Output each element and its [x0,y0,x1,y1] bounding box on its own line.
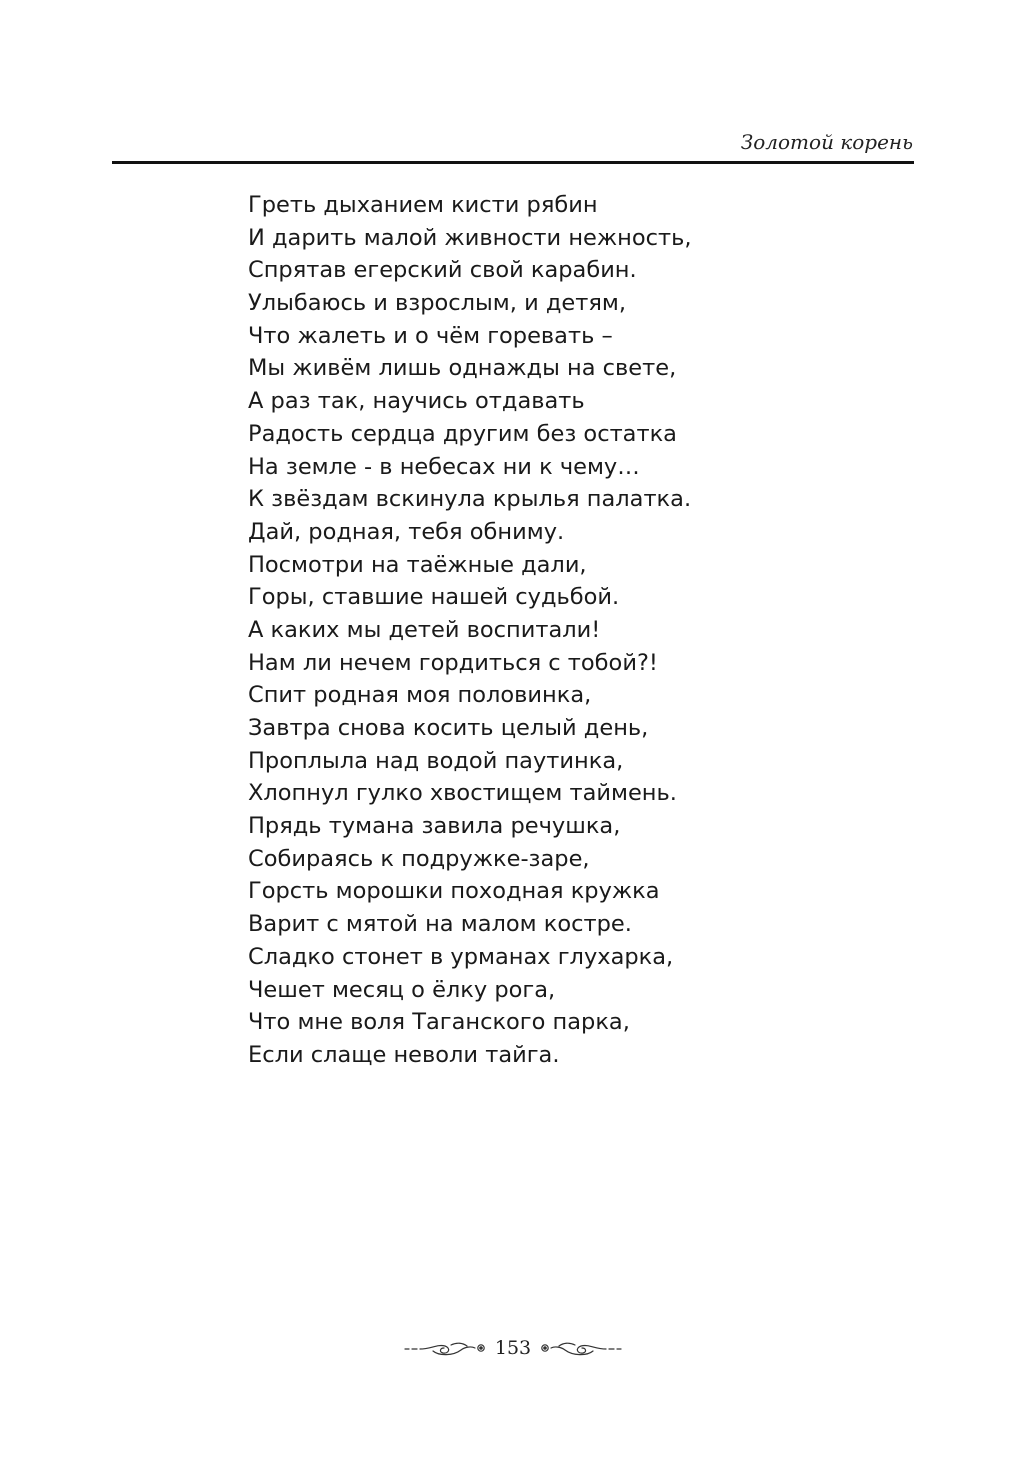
poem-line: К звёздам вскинула крылья палатка. [248,486,692,513]
poem-line: Завтра снова косить целый день, [248,715,649,741]
poem-line: Нам ли нечем гордиться с тобой?! [248,649,658,676]
poem-line: На земле - в небесах ни к чему… [248,453,640,480]
poem-line: Радость сердца другим без остатка [248,420,677,447]
poem-line: Спит родная моя половинка, [248,682,592,709]
poem-line: Улыбаюсь и взрослым, и детям, [248,290,627,317]
poem-line: Мы живём лишь однажды на свете, [248,355,677,382]
poem-line: А раз так, научись отдавать [248,388,585,415]
poem-line: Что мне воля Таганского парка, [248,1009,630,1036]
poem-line: Если слаще неволи тайга. [248,1041,560,1068]
running-header-title: Золотой корень [740,130,913,154]
poem-line: Варит с мятой на малом костре. [248,911,632,938]
header-rule [112,161,914,164]
page-number: 153 [494,1337,532,1359]
poem-line: Чешет месяц о ёлку рога, [248,976,556,1003]
poem-line: А каких мы детей воспитали! [248,616,601,643]
poem-line: Проплыла над водой паутинка, [248,747,624,774]
page-footer [403,1336,623,1360]
poem-line: Горы, ставшие нашей судьбой. [248,584,620,611]
poem-line: И дарить малой живности нежность, [248,224,692,251]
poem-line: Греть дыханием кисти рябин [248,192,598,218]
poem-line: Дай, родная, тебя обниму. [248,518,565,545]
poem-line: Сладко стонет в урманах глухарка, [248,943,674,970]
poem-line: Хлопнул гулко хвостищем таймень. [248,780,677,807]
poem-line: Что жалеть и о чём горевать – [248,322,613,349]
poem-line: Горсть морошки походная кружка [248,878,660,905]
poem-text [248,189,692,1072]
poem-line: Спрятав егерский свой карабин. [248,257,637,284]
poem-line: Посмотри на таёжные дали, [248,551,587,578]
poem-line: Собираясь к подружке-заре, [248,845,590,872]
poem-line: Прядь тумана завила речушка, [248,813,621,840]
